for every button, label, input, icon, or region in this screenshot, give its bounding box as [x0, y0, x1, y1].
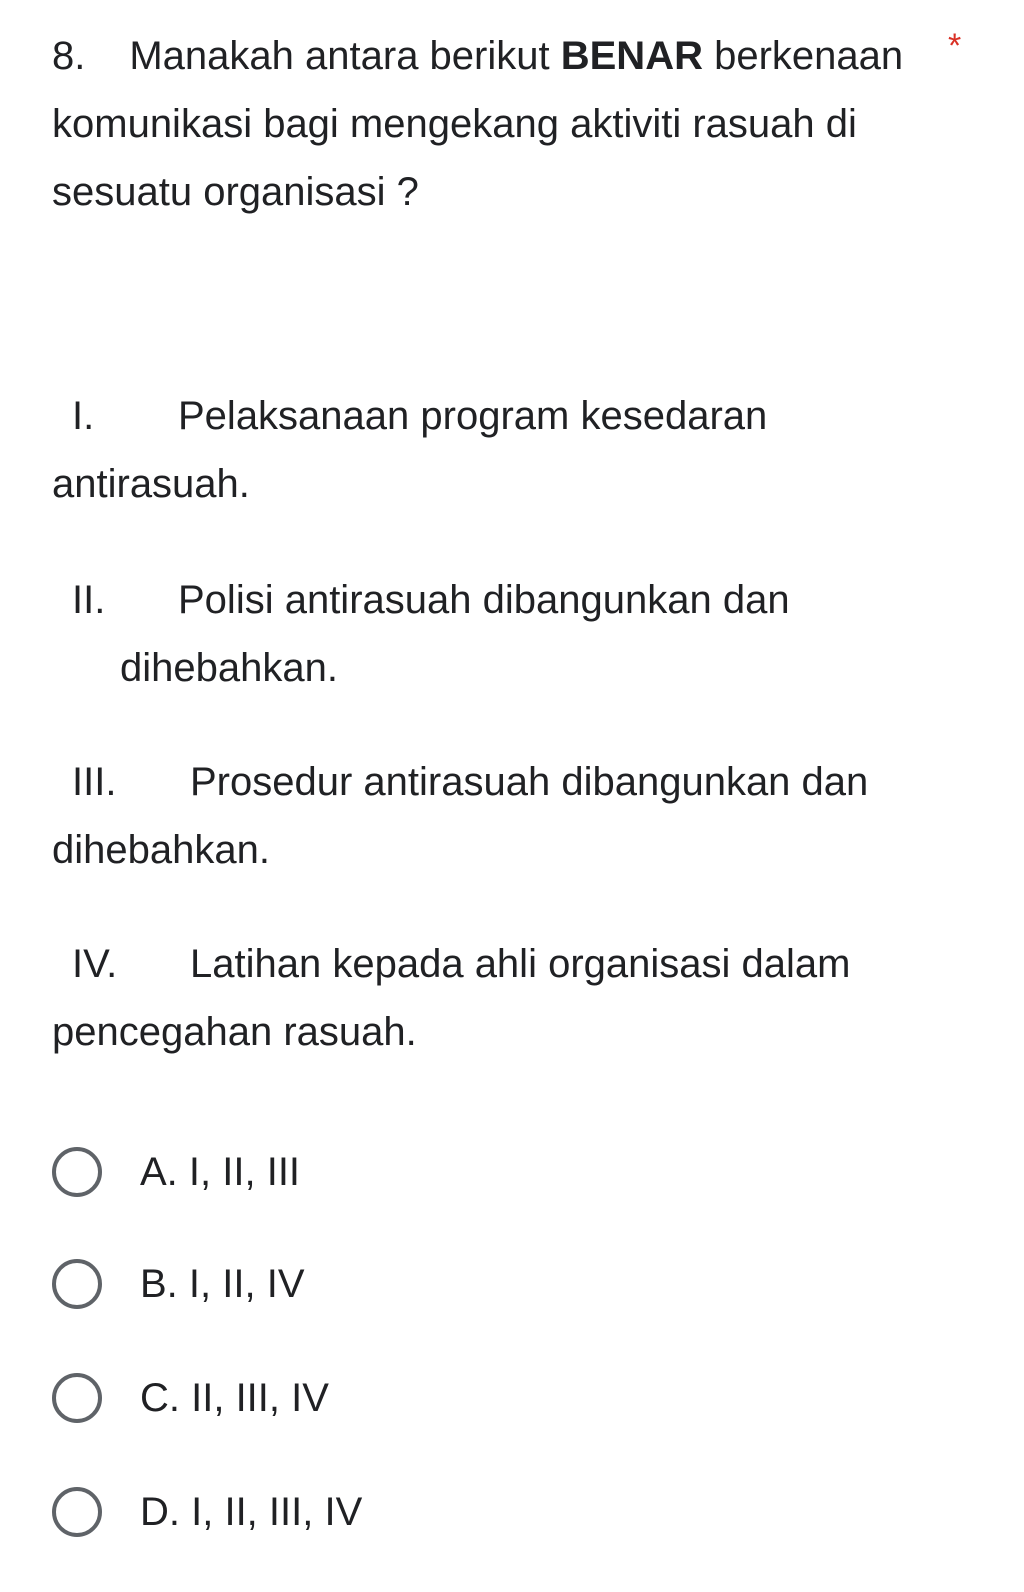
statement-2	[52, 566, 940, 702]
radio-button[interactable]	[52, 1373, 102, 1423]
statement-text: Pelaksanaan program kesedaran antirasuah.	[52, 394, 768, 506]
statement-text: Prosedur antirasuah dibangunkan dan dihebahkan.	[52, 760, 869, 872]
option-label[interactable]: D. I, II, III, IV	[140, 1490, 363, 1534]
statement-number: II.	[72, 578, 106, 622]
option-label[interactable]: B. I, II, IV	[140, 1262, 305, 1306]
question-number: 8.	[52, 34, 86, 78]
question-text	[52, 22, 932, 226]
option-c[interactable]	[52, 1368, 329, 1428]
required-asterisk: *	[948, 27, 962, 65]
option-label[interactable]: A. I, II, III	[140, 1150, 301, 1194]
option-label[interactable]: C. II, III, IV	[140, 1376, 329, 1420]
question-emphasis: BENAR	[560, 34, 703, 78]
radio-button[interactable]	[52, 1487, 102, 1537]
statement-text: Latihan kepada ahli organisasi dalam pencegahan rasuah.	[52, 942, 851, 1054]
radio-button[interactable]	[52, 1147, 102, 1197]
question-text-before: Manakah antara berikut	[129, 34, 561, 78]
option-d[interactable]	[52, 1482, 362, 1542]
question-text-after: berkenaan komunikasi bagi mengekang aktiviti rasuah di sesuatu organisasi ?	[52, 34, 904, 214]
option-b[interactable]	[52, 1254, 305, 1314]
statement-3	[52, 748, 932, 884]
statement-number: IV.	[72, 942, 118, 986]
statement-1	[52, 382, 932, 518]
option-a[interactable]	[52, 1142, 300, 1202]
statement-number: I.	[72, 394, 95, 438]
statement-text: Polisi antirasuah dibangunkan dan dihebahkan.	[120, 578, 790, 690]
statement-number: III.	[72, 760, 117, 804]
radio-button[interactable]	[52, 1259, 102, 1309]
statement-4	[52, 930, 932, 1066]
